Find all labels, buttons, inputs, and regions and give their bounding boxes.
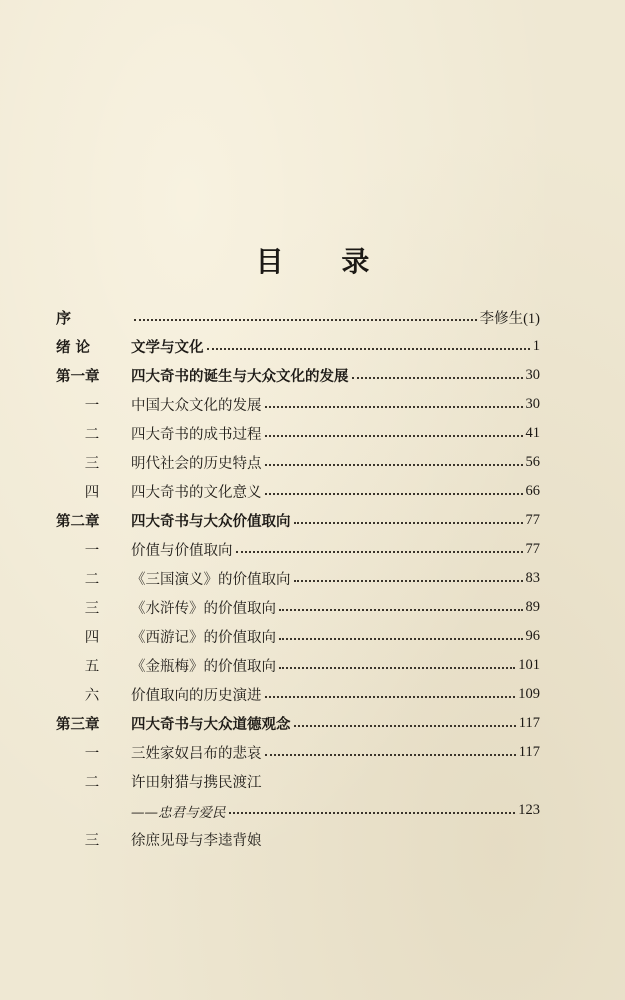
toc-entry-page: 30	[525, 396, 540, 412]
toc-entry-title: 徐庶见母与李逵背娘	[131, 833, 262, 849]
dot-leader	[265, 696, 516, 698]
dot-leader	[294, 580, 523, 582]
toc-entry-number: 序	[56, 309, 72, 327]
toc-entry-title: 《三国演义》的价值取向	[131, 572, 291, 588]
toc-entry-title: 价值与价值取向	[131, 543, 233, 559]
toc-entry-number: 绪 论	[56, 339, 91, 356]
toc-entry-title: 四大奇书与大众道德观念	[131, 716, 291, 733]
toc-entry[interactable]	[56, 767, 540, 796]
toc-entry-number: 四	[84, 485, 100, 501]
dot-leader	[294, 725, 516, 727]
dot-leader	[265, 406, 523, 408]
toc-entry[interactable]	[56, 448, 540, 477]
toc-entry-title: 文学与文化	[131, 339, 204, 356]
dot-leader	[265, 464, 523, 466]
toc-entry[interactable]	[56, 825, 540, 854]
toc-entry-number: 六	[84, 688, 100, 704]
toc-entry[interactable]	[56, 680, 540, 709]
toc-entry[interactable]	[56, 303, 540, 332]
dot-leader	[279, 609, 523, 611]
dot-leader	[265, 754, 516, 756]
toc-entry-page: 李修生(1)	[479, 311, 540, 327]
toc-entry-title: ——忠君与爱民	[131, 804, 226, 821]
toc-entry[interactable]	[56, 390, 540, 419]
toc-entry-number: 一	[84, 543, 100, 559]
toc-entry[interactable]	[56, 332, 540, 361]
toc-entry-title: 四大奇书的文化意义	[131, 485, 262, 501]
toc-entry-page: 30	[525, 367, 540, 383]
toc-entry-number: 第二章	[56, 513, 100, 530]
toc-entry-title: 四大奇书的诞生与大众文化的发展	[131, 368, 349, 385]
toc-entry-number: 二	[84, 775, 100, 791]
toc-entry-title: 许田射猎与携民渡江	[131, 775, 262, 791]
toc-entry-number: 二	[84, 572, 100, 588]
toc-entry-page: 123	[518, 802, 540, 818]
toc-entry-title: 《水浒传》的价值取向	[131, 601, 276, 617]
toc-entry-page: 41	[525, 425, 540, 441]
toc-entry[interactable]	[56, 593, 540, 622]
dot-leader	[294, 522, 523, 524]
toc-entry-number: 三	[84, 601, 100, 617]
toc-entry-number: 二	[84, 427, 100, 443]
dot-leader	[352, 377, 523, 379]
dot-leader	[279, 638, 523, 640]
toc-entry-number: 三	[84, 833, 100, 849]
toc-entry-title: 明代社会的历史特点	[131, 456, 262, 472]
toc-entry-title: 《金瓶梅》的价值取向	[131, 659, 276, 675]
toc-entry[interactable]	[56, 651, 540, 680]
dot-leader	[279, 667, 515, 669]
toc-entry-title: 《西游记》的价值取向	[131, 630, 276, 646]
toc-entry-number: 第三章	[56, 716, 100, 733]
toc-entry-number: 四	[84, 630, 100, 646]
toc-entry-page: 117	[518, 715, 540, 731]
toc-entry[interactable]	[56, 419, 540, 448]
toc-entry[interactable]	[56, 361, 540, 390]
toc-entry[interactable]	[56, 506, 540, 535]
toc-entry-title: 四大奇书的成书过程	[131, 427, 262, 443]
page-title: 目 录	[255, 245, 394, 278]
toc-entry-page: 89	[525, 599, 540, 615]
toc-entry-page: 83	[525, 570, 540, 586]
dot-leader	[207, 348, 530, 350]
toc-entry[interactable]	[56, 622, 540, 651]
toc-entry[interactable]	[56, 535, 540, 564]
toc-entry[interactable]	[56, 709, 540, 738]
toc-entry-number: 一	[84, 398, 100, 414]
toc-entry-title: 中国大众文化的发展	[131, 398, 262, 414]
toc-entry-page: 101	[518, 657, 540, 673]
toc-entry-number: 五	[84, 659, 100, 675]
toc-entry-page: 56	[525, 454, 540, 470]
toc-entry[interactable]	[56, 796, 540, 825]
toc-entry-title: 价值取向的历史演进	[131, 688, 262, 704]
toc-entry-title: 三姓家奴吕布的悲哀	[131, 746, 262, 762]
dot-leader	[134, 319, 477, 321]
toc-entry[interactable]	[56, 564, 540, 593]
toc-entry-title: 四大奇书与大众价值取向	[131, 513, 291, 530]
dot-leader	[229, 812, 516, 814]
toc-entry-number: 一	[84, 746, 100, 762]
toc-entry-number: 第一章	[56, 368, 100, 385]
toc-entry-page: 1	[532, 338, 540, 354]
toc-entry-page: 66	[525, 483, 540, 499]
toc-entry[interactable]	[56, 738, 540, 767]
toc-entry-page: 117	[518, 744, 540, 760]
dot-leader	[236, 551, 523, 553]
toc-entry[interactable]	[56, 477, 540, 506]
toc-entry-page: 77	[525, 512, 540, 528]
dot-leader	[265, 493, 523, 495]
toc-entry-page: 109	[518, 686, 540, 702]
dot-leader	[265, 435, 523, 437]
toc-entry-page: 77	[525, 541, 540, 557]
toc-entry-page: 96	[525, 628, 540, 644]
toc-entry-number: 三	[84, 456, 100, 472]
table-of-contents	[56, 303, 540, 854]
